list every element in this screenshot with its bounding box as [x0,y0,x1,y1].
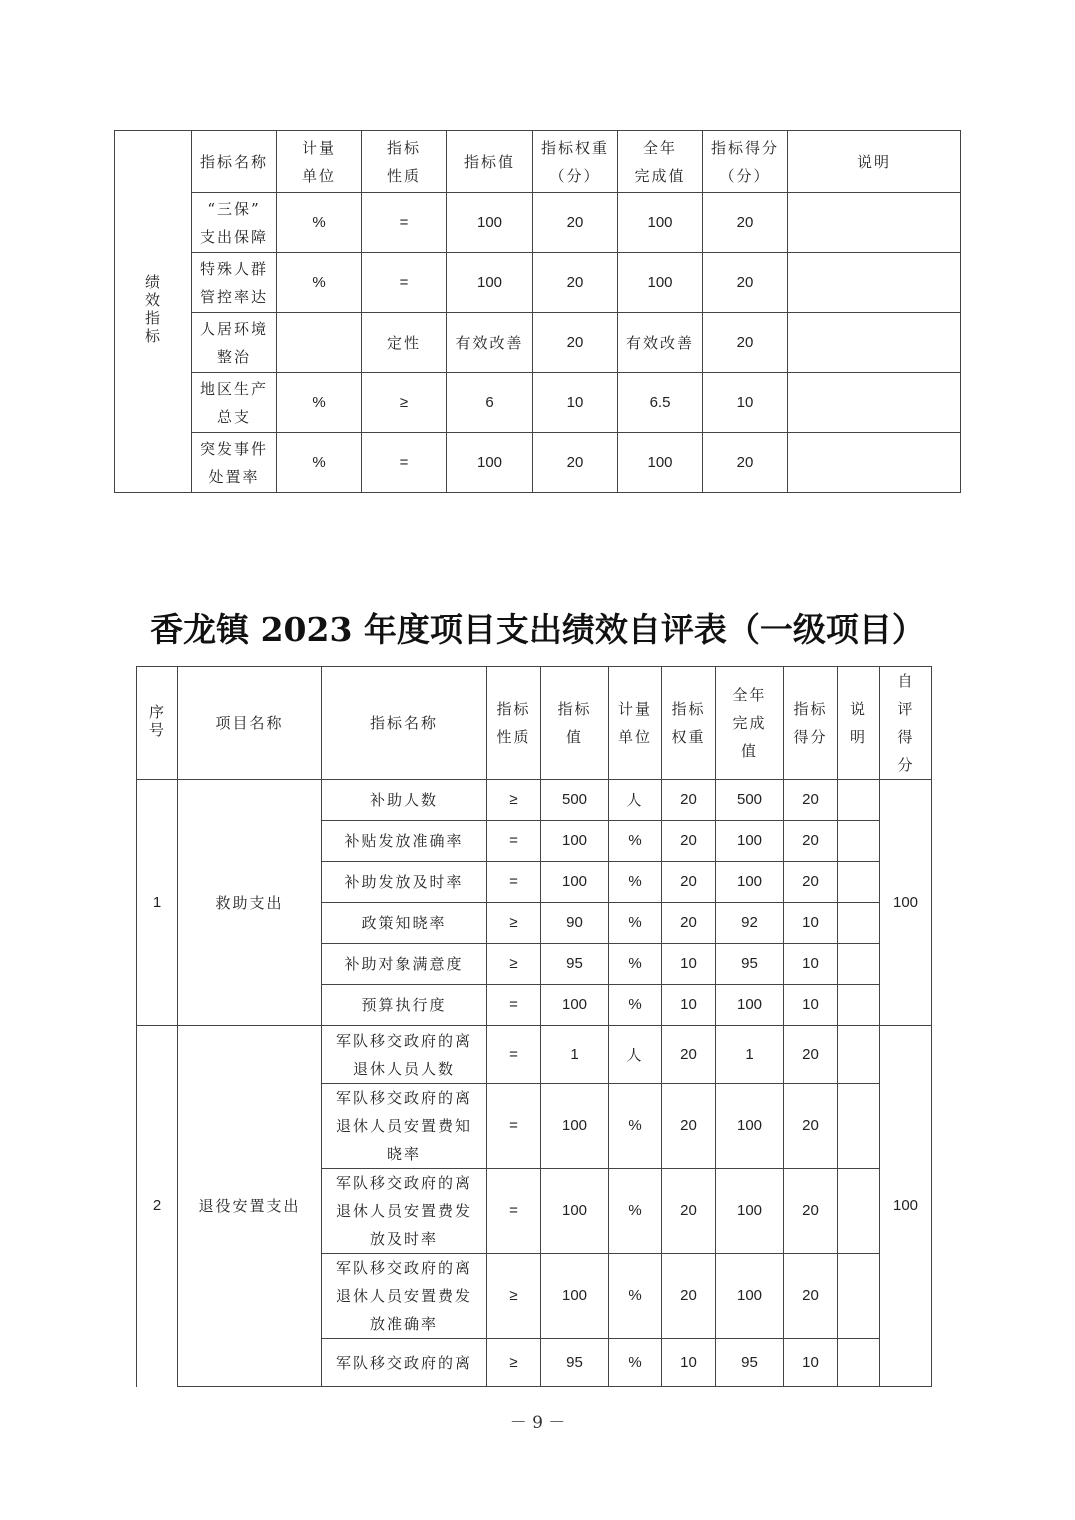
self-score-cell: 100 [880,780,932,1026]
header-cell: 指标 性质 [362,131,447,193]
table-row: 1 救助支出 补助人数 ≥ 500 人 20 500 20 100 [137,780,932,821]
header-cell: 指标名称 [322,667,487,780]
table-row: 政策知晓率 ≥ 90 % 20 92 10 [137,903,932,944]
header-cell: 全年 完成 值 [716,667,784,780]
header-cell: 自评得分 [880,667,932,780]
table-row: “三保” 支出保障 % = 100 20 100 20 [115,193,961,253]
project-evaluation-table [136,666,932,1387]
header-cell: 计量 单位 [277,131,362,193]
header-cell: 全年 完成值 [618,131,703,193]
header-cell: 指标名称 [192,131,277,193]
seq-cell: 2 [137,1026,178,1387]
table-row: 军队移交政府的离 退休人员安置费发 放及时率 = 100 % 20 100 20 [137,1169,932,1254]
header-cell: 指标 性质 [487,667,541,780]
header-cell: 指标值 [447,131,533,193]
table-row: 军队移交政府的离 ≥ 95 % 10 95 10 [137,1339,932,1387]
header-cell: 序号 [137,667,178,780]
table-row: 特殊人群 管控率达 % = 100 20 100 20 [115,253,961,313]
page-number: － 9 － [509,1413,566,1433]
seq-cell: 1 [137,780,178,1026]
table-row: 人居环境 整治 定性 有效改善 20 有效改善 20 [115,313,961,373]
header-cell: 指标 得分 [784,667,838,780]
header-row [137,667,932,780]
self-score-cell: 100 [880,1026,932,1387]
page-title: 香龙镇 2023 年度项目支出绩效自评表（一级项目） [150,610,925,649]
header-cell: 指标得分 （分） [703,131,788,193]
performance-indicator-table [114,130,961,493]
section-label: 绩效指标 [145,273,163,345]
header-cell: 说 明 [838,667,880,780]
table-row: 2 退役安置支出 军队移交政府的离 退休人员人数 = 1 人 20 1 20 100 [137,1026,932,1084]
table-row: 军队移交政府的离 退休人员安置费发 放准确率 ≥ 100 % 20 100 20 [137,1254,932,1339]
project-name-cell: 救助支出 [178,780,322,1026]
table-row: 补助发放及时率 = 100 % 20 100 20 [137,862,932,903]
table-row: 军队移交政府的离 退休人员安置费知 晓率 = 100 % 20 100 20 [137,1084,932,1169]
header-cell: 项目名称 [178,667,322,780]
header-cell: 说明 [788,131,961,193]
header-cell: 指标权重 （分） [533,131,618,193]
header-cell: 计量 单位 [609,667,662,780]
project-name-cell: 退役安置支出 [178,1026,322,1387]
table-row: 补助对象满意度 ≥ 95 % 10 95 10 [137,944,932,985]
header-cell: 指标 权重 [662,667,716,780]
section-label-cell [115,131,192,493]
table-row: 突发事件 处置率 % = 100 20 100 20 [115,433,961,493]
table-row: 地区生产 总支 % ≥ 6 10 6.5 10 [115,373,961,433]
header-cell: 指标 值 [541,667,609,780]
table-row: 补贴发放准确率 = 100 % 20 100 20 [137,821,932,862]
table-row: 预算执行度 = 100 % 10 100 10 [137,985,932,1026]
